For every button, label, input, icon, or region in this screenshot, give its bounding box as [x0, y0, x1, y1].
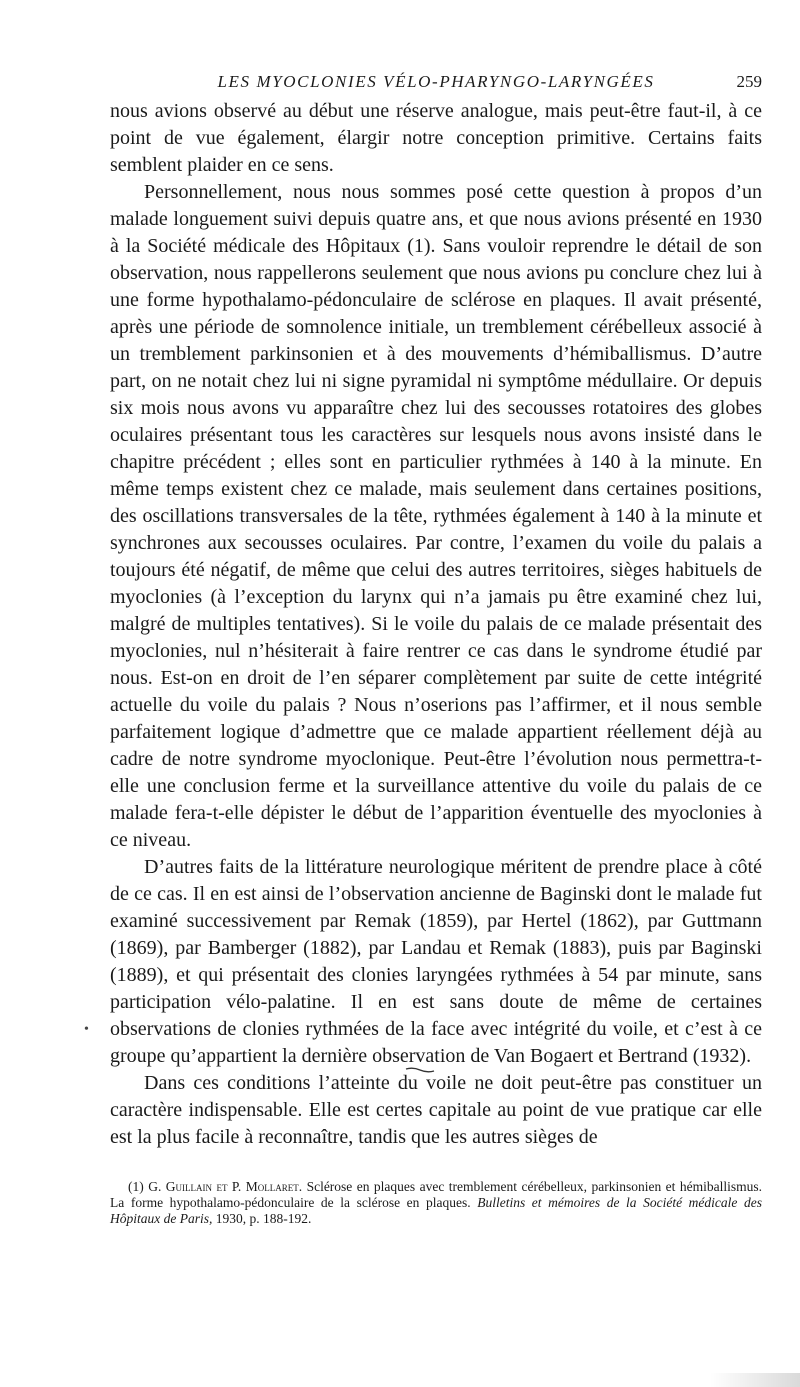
footnote-journal: Bulletins et mémoires de la Société médicale des Hôpitaux de Paris,	[110, 1195, 762, 1226]
paragraph-2: Personnellement, nous nous sommes posé cette question à propos d’un malade longuement suivi depuis quatre ans, et que nous avions présenté en 1930 à la Société médicale des Hôpitaux (1). Sans vouloir reprendre le détail de son observation, nous rappellerons seulement que nous avions pu conclure chez lui à une forme hypothalamo-pédonculaire de sclérose en plaques. Il avait présenté, après une période de somnolence initiale, un tremblement cérébelleux associé à un tremblement parkinsonien et à des mouvements d’hémiballismus. D’autre part, on ne notait chez lui ni signe pyramidal ni symptôme médullaire. Or depuis six mois nous avons vu apparaître chez lui des secousses rotatoires des globes oculaires présentant tous les caractères sur lesquels nous avons insisté dans le chapitre précédent ; elles sont en particulier rythmées à 140 à la minute. En même temps existent chez ce malade, mais seulement dans certaines positions, des oscillations transversales de la tête, rythmées également à 140 à la minute et synchrones aux secousses oculaires. Par contre, l’examen du voile du palais a toujours été négatif, de même que celui des autres territoires, sièges habituels de myoclonies (à l’exception du larynx qui n’a jamais pu être examiné chez lui, malgré de multiples tentatives). Si le voile du palais de ce malade présentait des myoclonies, nul n’hésiterait à faire rentrer ce cas dans le syndrome étudié par nous. Est-on en droit de l’en séparer complètement par suite de cette intégrité actuelle du voile du palais ? Nous n’oserions pas l’affirmer, et il nous semble parfaitement logique d’admettre que ce malade appartient réellement déjà au cadre de notre syndrome myoclonique. Peut-être l’évolution nous permettra-t-elle une conclusion ferme et la surveillance attentive du voile du palais de ce malade fera-t-elle dépister le début de l’apparition éventuelle des myoclonies à ce niveau.	[110, 181, 762, 851]
footnote-authors: G. Guillain et P. Mollaret.	[148, 1179, 303, 1194]
footnote-pages: 1930, p. 188-192.	[215, 1211, 312, 1226]
footnote-text: Sclérose en plaques avec tremblement cérébelleux, parkinsonien et hémiballismus. La forme hypothalamo-pédonculaire de la sclérose en plaques.	[110, 1179, 762, 1210]
paragraph-1: nous avions observé au début une réserve analogue, mais peut-être faut-il, à ce point de vue également, élargir notre conception primitive. Certains faits semblent plaider en ce sens.	[110, 100, 762, 176]
paragraph-4: Dans ces conditions l’atteinte du voile ne doit peut-être pas constituer un caractère indispensable. Elle est certes capitale au point de vue pratique car elle est la plus facile à reconnaître, tandis que les autres sièges de	[110, 1072, 762, 1148]
margin-dot-icon: •	[84, 1022, 89, 1037]
page-number: 259	[736, 72, 762, 91]
body-text	[110, 98, 762, 1151]
running-title: LES MYOCLONIES VÉLO-PHARYNGO-LARYNGÉES	[217, 72, 655, 91]
scan-edge-shadow	[710, 1373, 800, 1387]
page	[110, 72, 762, 1227]
pencil-scrawl-icon	[405, 1066, 435, 1074]
footnote	[110, 1179, 762, 1227]
footnote-number: (1)	[128, 1179, 144, 1194]
running-header	[110, 72, 762, 98]
paragraph-3: D’autres faits de la littérature neurologique méritent de prendre place à côté de ce cas. Il en est ainsi de l’observation ancienne de Baginski dont le malade fut examiné successivement par Remak (1859), par Hertel (1862), par Guttmann (1869), par Bamberger (1882), par Landau et Remak (1883), puis par Baginski (1889), et qui présentait des clonies laryngées rythmées à 54 par minute, sans participation vélo-palatine. Il en est sans doute de même de certaines observations de clonies rythmées de la face avec intégrité du voile, et c’est à ce groupe qu’appartient la dernière observation de Van Bogaert et Bertrand (1932).	[110, 856, 762, 1067]
